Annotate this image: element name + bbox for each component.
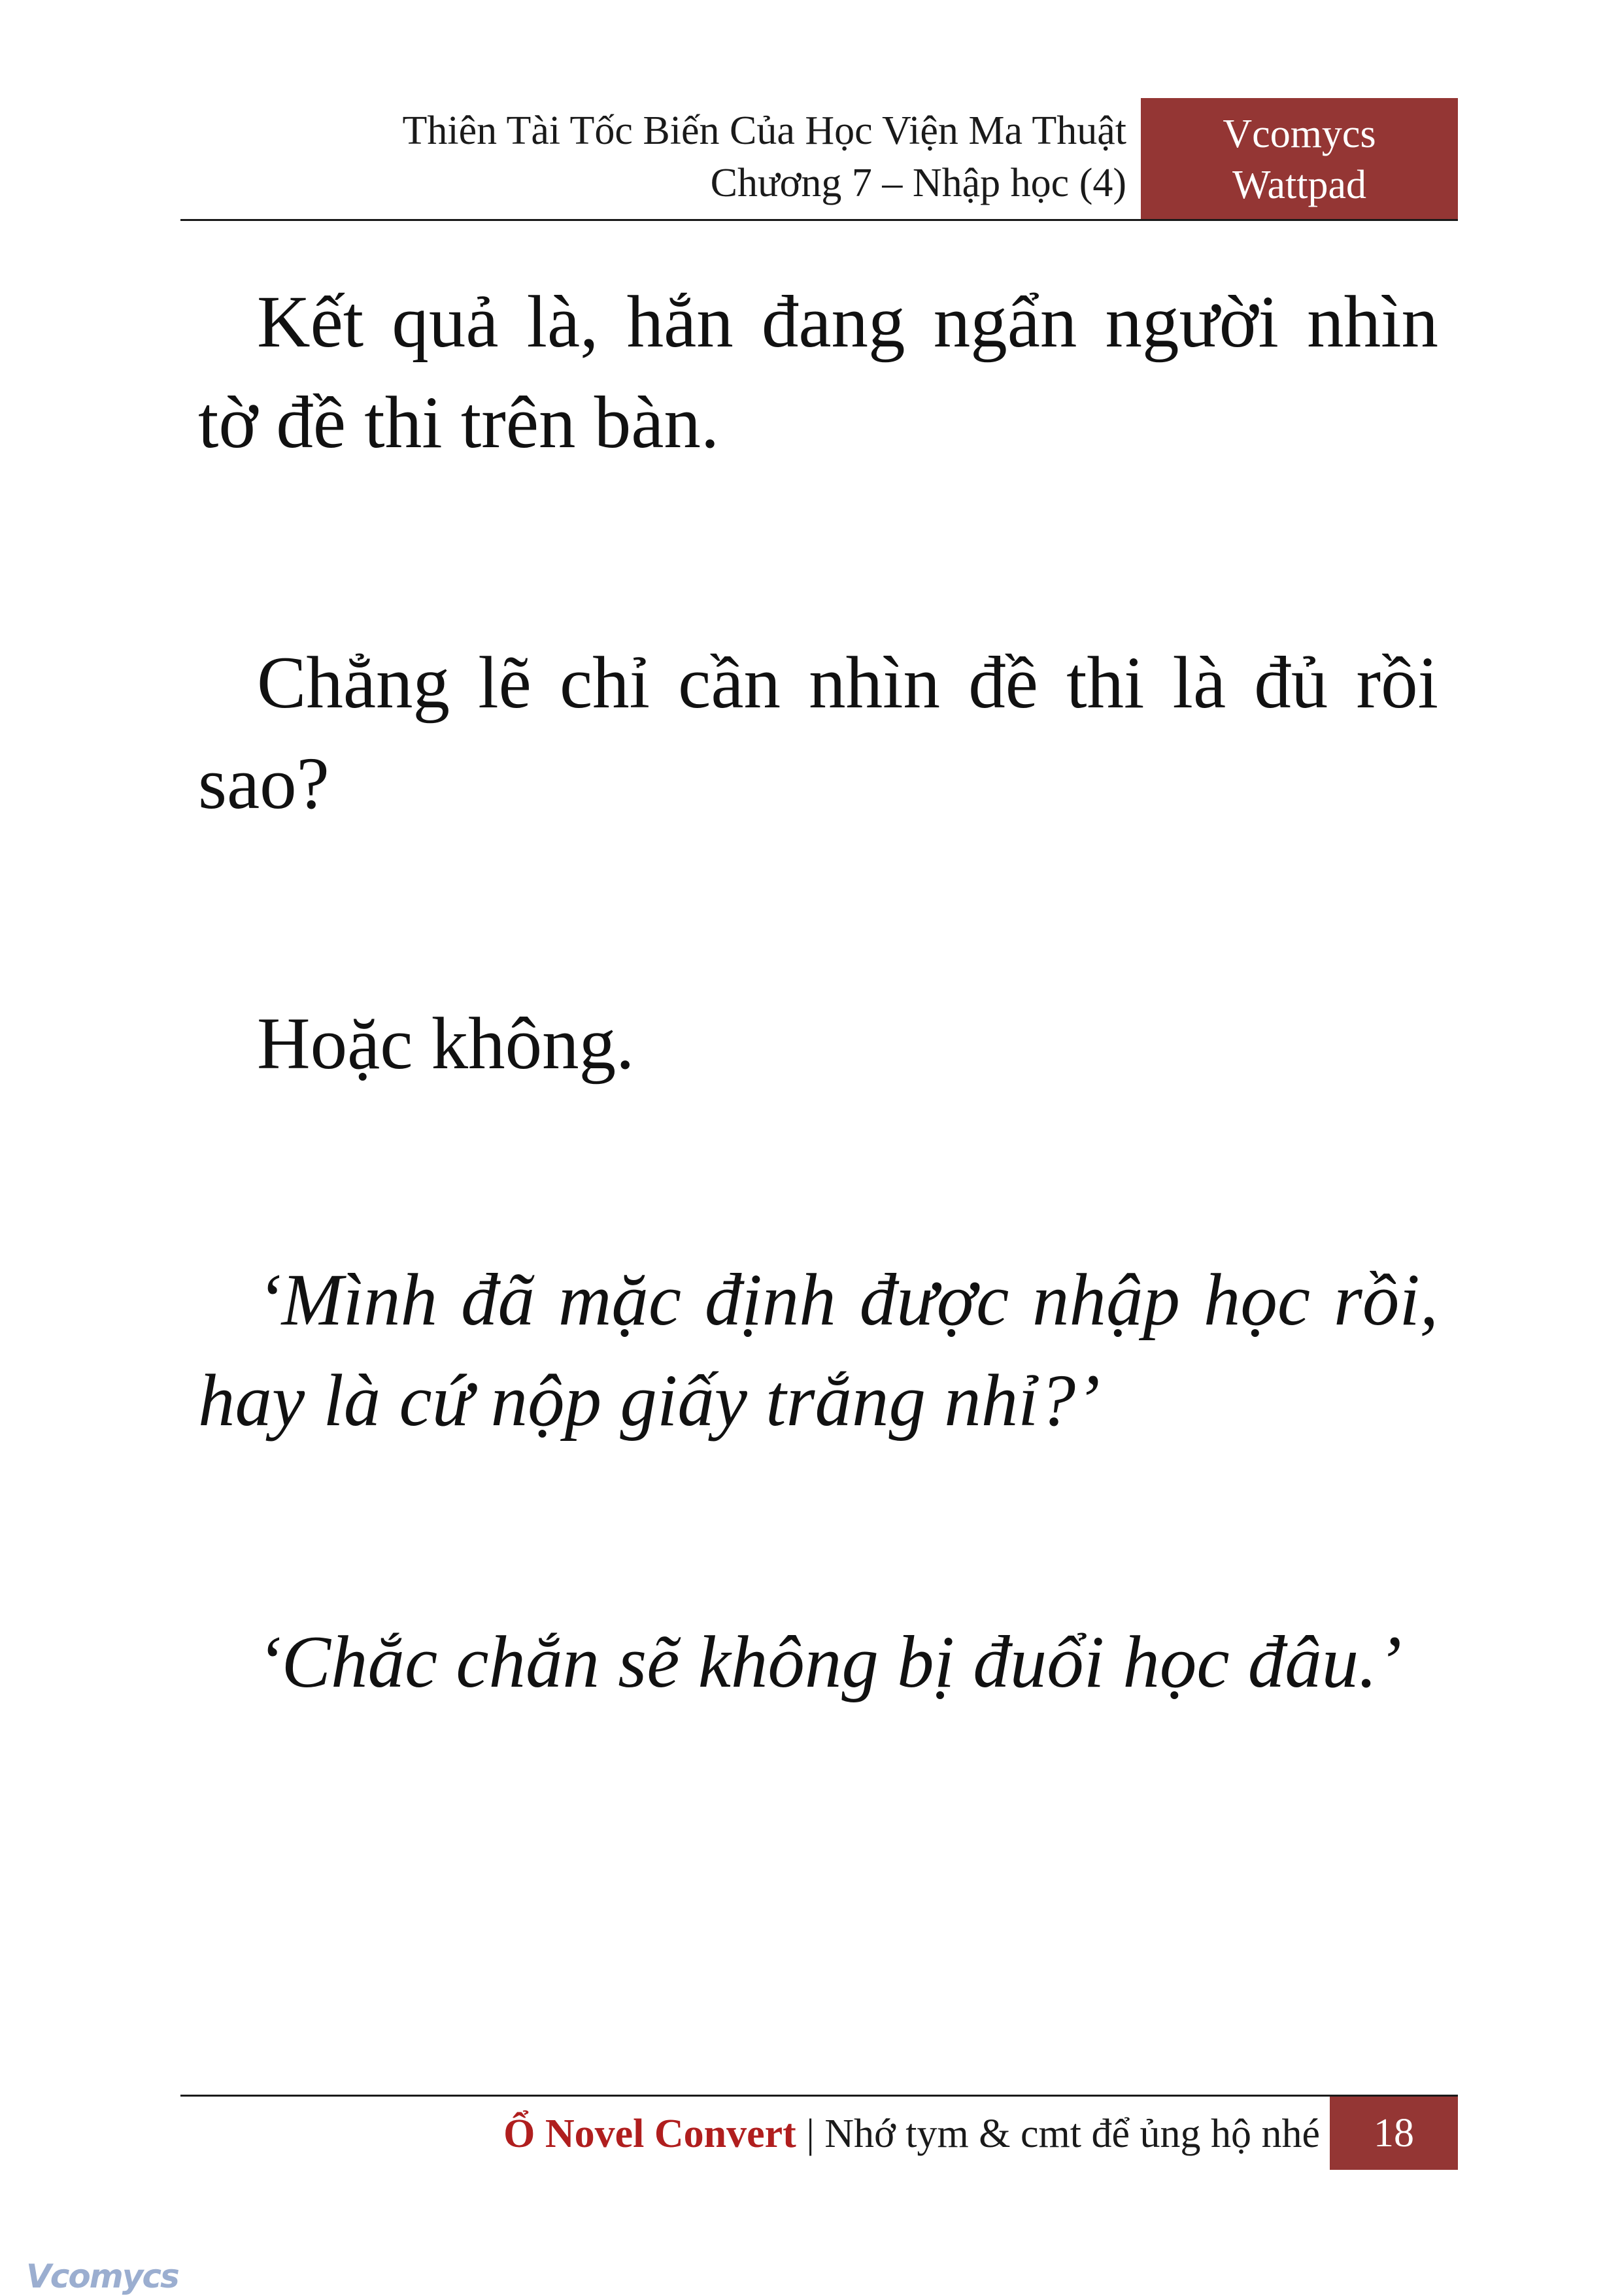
- footer-brand: Ổ Novel Convert: [503, 2112, 796, 2156]
- footer-divider: [180, 2095, 1458, 2097]
- book-title: Thiên Tài Tốc Biến Của Học Viện Ma Thuật: [402, 109, 1126, 153]
- header-divider: [180, 219, 1458, 221]
- paragraph-5-thought: ‘Chắc chắn sẽ không bị đuổi học đâu.’: [257, 1621, 1402, 1703]
- badge-line-wattpad: Wattpad: [1232, 163, 1367, 207]
- paragraph-3: Hoặc không.: [257, 1003, 635, 1085]
- paragraph-2: Chẳng lẽ chỉ cần nhìn đề thi là đủ rồi sao?: [198, 642, 1438, 824]
- footer-separator: |: [796, 2112, 825, 2156]
- source-badge: [1141, 98, 1458, 220]
- vcomycs-watermark-logo: Vcomycs: [26, 2257, 178, 2295]
- running-header: [403, 105, 1126, 209]
- paragraph-4-thought: ‘Mình đã mặc định được nhập học rồi, hay là cứ nộp giấy trắng nhỉ?’: [198, 1259, 1438, 1442]
- footer-credit: [503, 2108, 1320, 2160]
- badge-line-vcomycs: Vcomycs: [1223, 112, 1376, 156]
- footer-message: Nhớ tym & cmt để ủng hộ nhé: [824, 2112, 1320, 2156]
- page-number: 18: [1330, 2097, 1458, 2170]
- paragraph-1: Kết quả là, hắn đang ngẩn người nhìn tờ đề thi trên bàn.: [198, 281, 1438, 464]
- chapter-title: Chương 7 – Nhập học (4): [710, 161, 1126, 205]
